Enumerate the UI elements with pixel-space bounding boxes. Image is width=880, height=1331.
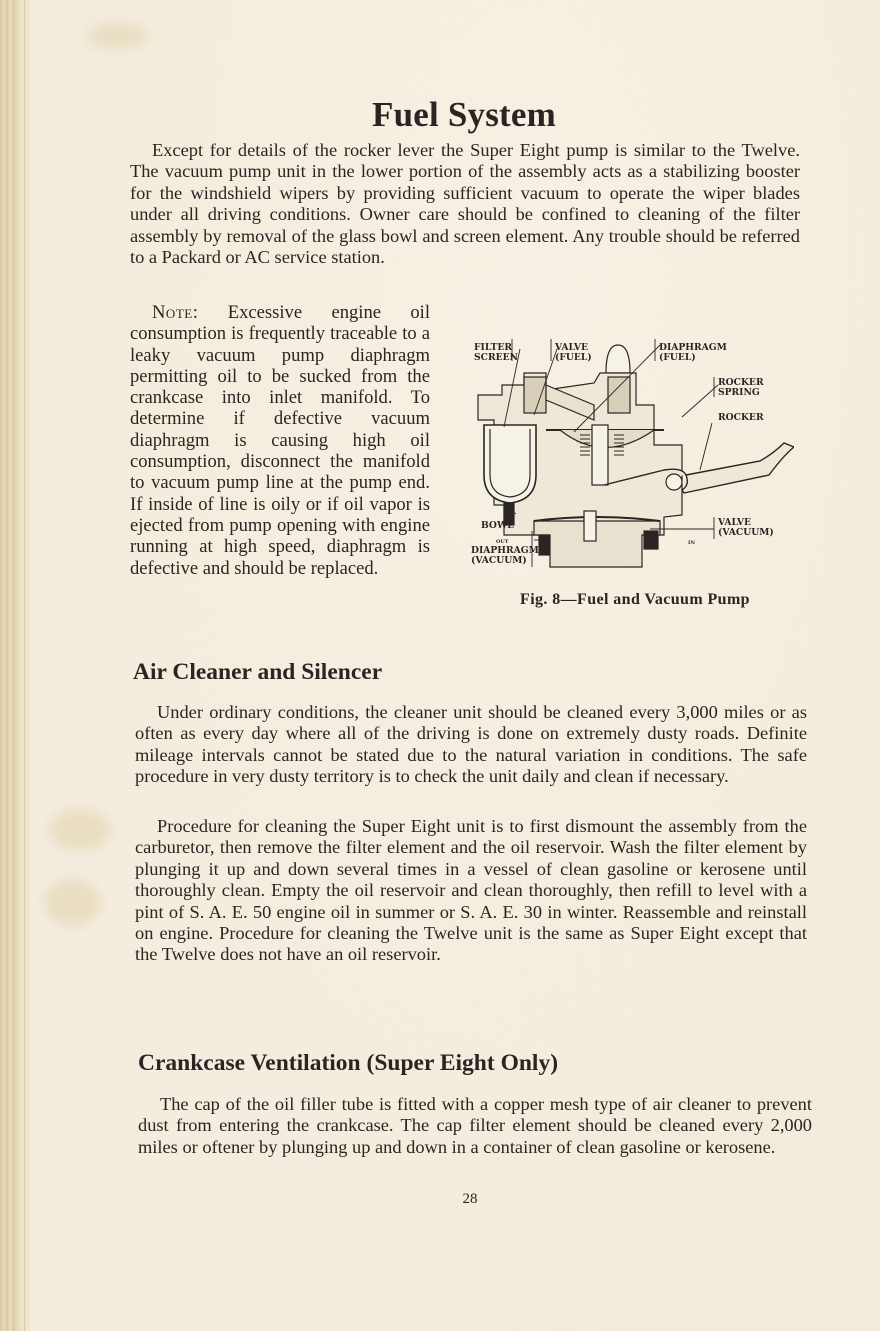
air-cleaner-paragraph: Procedure for cleaning the Super Eight unit is to first dismount the assembly from the carburetor, then remove the filter element and the oil reservoir. Wash the filter element by plunging it up and down several times in a vessel of clean gasoline or kerosene until thoroughly clean. Empty the oil reservoir and clean thoroughly, then refill to level with a pint of S. A. E. 50 engine oil in summer or S. A. E. 30 in winter. Reassemble and reinstall on engine. Procedure for cleaning the Twelve unit is the same as Super Eight except that the Twelve does not have an oil reservoir. — [135, 816, 807, 965]
paper-stain — [45, 880, 100, 925]
label-line: (VACUUM) — [718, 527, 774, 538]
air-cleaner-paragraph: Under ordinary conditions, the cleaner unit should be cleaned every 3,000 miles or as often as every day where all of the driving is done on extremely dusty roads. Definite mileage intervals cannot be stated due to the natural variation in conditions. The safe procedure in very dusty territory is to check the unit daily and clean if necessary. — [135, 702, 807, 787]
label-valve-fuel — [555, 343, 592, 363]
label-line: DIAPHRAGM — [471, 545, 539, 556]
section-heading-air-cleaner: Air Cleaner and Silencer — [133, 659, 383, 685]
crankcase-paragraph: The cap of the oil filler tube is fitted with a copper mesh type of air cleaner to prevent dust from entering the crankcase. The cap filter element should be cleaned every 2,000 miles or oftener by plunging up and down in a container of clean gasoline or kerosene. — [138, 1094, 812, 1157]
label-line: (FUEL) — [555, 352, 592, 363]
section-heading-crankcase-ventilation: Crankcase Ventilation (Super Eight Only) — [138, 1050, 559, 1076]
label-valve-vacuum — [718, 518, 774, 538]
label-diaphragm-vacuum — [471, 546, 539, 566]
paper-stain — [88, 25, 148, 47]
label-rocker-spring — [718, 378, 764, 398]
pump-cutaway-illustration — [464, 335, 794, 575]
page-number: 28 — [462, 1191, 478, 1207]
note-paragraph — [130, 302, 430, 579]
book-binding-edge — [0, 0, 30, 1331]
label-out: OUT — [496, 539, 509, 545]
label-line: ROCKER — [718, 377, 764, 388]
label-rocker: ROCKER — [718, 412, 764, 423]
note-text: Excessive engine oil consumption is frequently traceable to a leaky vacuum pump diaphragm permitting oil to be sucked from the crankcase into inlet manifold. To determine if defective vacuum diaphragm is causing high oil consumption, disconnect the manifold to vacuum pump line at the pump end. If inside of line is oily or if oil vapor is ejected from pump opening with engine running at high speed, diaphragm is defective and should be replaced. — [130, 302, 430, 579]
label-line: DIAPHRAGM — [659, 342, 727, 353]
paper-stain — [50, 810, 110, 850]
label-diaphragm-fuel — [659, 343, 727, 363]
label-bowl: BOWL — [481, 520, 514, 531]
page-title: Fuel System — [372, 95, 556, 135]
label-line: VALVE — [718, 517, 752, 528]
fuel-vacuum-pump-diagram — [464, 335, 794, 575]
figure-caption: Fig. 8—Fuel and Vacuum Pump — [520, 591, 750, 608]
label-line: (FUEL) — [659, 352, 696, 363]
label-line: FILTER — [474, 342, 513, 353]
label-line: SPRING — [718, 387, 760, 398]
label-line: VALVE — [555, 342, 589, 353]
label-filter-screen — [474, 342, 518, 363]
label-in: IN — [688, 540, 695, 546]
label-line: (VACUUM) — [471, 555, 527, 566]
note-label: Note: — [152, 302, 199, 323]
fuel-system-paragraph: Except for details of the rocker lever the Super Eight pump is similar to the Twelve. The vacuum pump unit in the lower portion of the assembly acts as a stabilizing booster for the windshield wipers by providing sufficient vacuum to operate the wiper blades under all driving conditions. Owner care should be confined to cleaning of the filter assembly by removal of the glass bowl and screen element. Any trouble should be referred to a Packard or AC service station. — [130, 140, 800, 268]
label-line: SCREEN — [474, 352, 518, 363]
